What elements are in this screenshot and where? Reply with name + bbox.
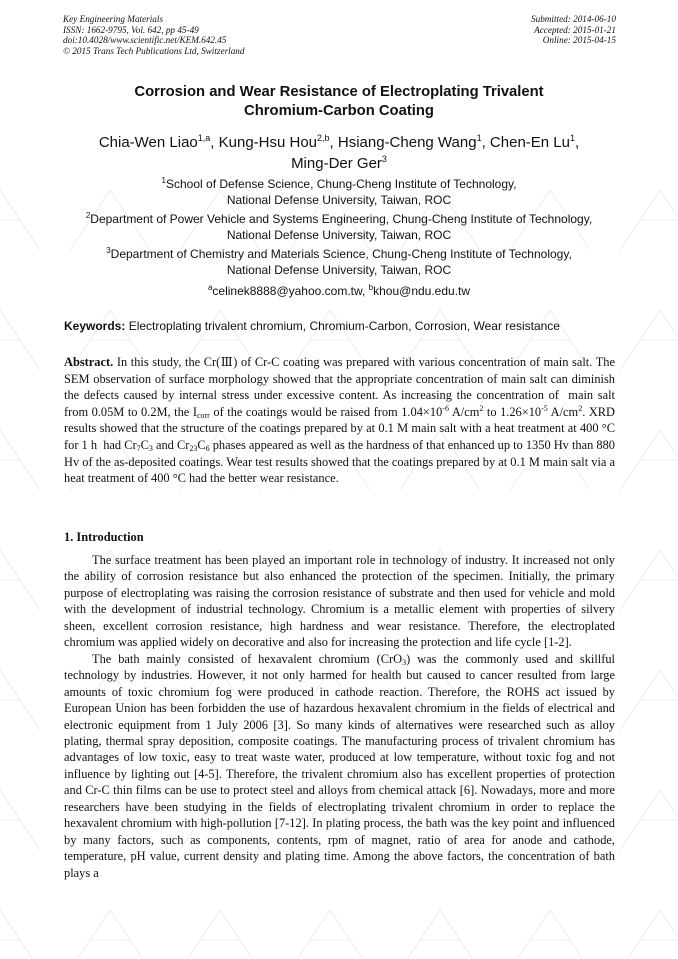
abstract-text: In this study, the Cr(Ⅲ) of Cr-C coating was prepared with various concentration of main salt. The SEM observation of surface morphology showed that the appropriate concentration of main salt can diminish the defects caused by internal stress under excessive content. As increasing the concentration of main salt from 0.05M to 0.2M, the $I_{corr}$ of the coatings would be raised from $1.04\times 10^{-6}$ $A/cm^2$ to $1.26\times 10^{-5}$ $A/cm^2$. XRD results showed that the structure of the coatings prepared by at 0.1 M main salt with a heat treatment at 400 °C for 1 h had $Cr_7C_3$ and $Cr_{23}C_6$ phases appeared as well as the hardness of that enhanced up to 1350 Hv than 880 Hv of the as-deposited coatings. Wear test results showed that the coatings prepared by at 0.1 M main salt via a heat treatment of 400 °C had the better wear resistance. <box>64 355 616 486</box>
author-name: Hsiang-Cheng Wang <box>337 134 477 151</box>
author-name: Kung-Hsu Hou <box>218 134 318 151</box>
submitted-date: Submitted: 2014-06-10 <box>531 14 616 24</box>
affiliation-line: Department of Power Vehicle and Systems Engineering, Chung-Cheng Institute of Technology, <box>90 212 593 226</box>
abstract-label: Abstract. <box>64 355 114 369</box>
journal-header-right <box>531 14 616 46</box>
affiliation-2 <box>60 212 618 243</box>
affiliation-sup: 3 <box>106 246 111 255</box>
section-heading-introduction: 1. Introduction <box>64 530 144 544</box>
keywords-line <box>64 319 616 334</box>
email-sup: a <box>207 283 213 292</box>
doi-line: doi:10.4028/www.scientific.net/KEM.642.45 <box>63 35 227 46</box>
affiliation-sup: 2 <box>85 211 91 220</box>
copyright-line: © 2015 Trans Tech Publications Ltd, Switzerland <box>63 45 245 56</box>
author-name: Chen-En Lu <box>489 134 570 151</box>
author-sup: 3 <box>381 154 387 164</box>
affiliation-line: National Defense University, Taiwan, ROC <box>226 192 452 207</box>
title-line-1: Corrosion and Wear Resistance of Electroplating Trivalent <box>134 84 544 100</box>
keywords-label: Keywords: <box>64 319 126 333</box>
author-sup: 1 <box>476 133 482 143</box>
affiliation-line: School of Defense Science, Chung-Cheng Institute of Technology, <box>166 177 517 191</box>
title-line-2: Chromium-Carbon Coating <box>244 103 434 119</box>
email-sup: b <box>368 283 374 292</box>
accepted-date: Accepted: 2015-01-21 <box>534 24 616 35</box>
affiliation-1 <box>60 177 618 208</box>
affiliation-3 <box>60 247 618 278</box>
issn-line: ISSN: 1662-9795, Vol. 642, pp 45-49 <box>63 24 199 35</box>
online-date: Online: 2015-04-15 <box>542 35 616 46</box>
journal-name: Key Engineering Materials <box>63 14 164 24</box>
author-name: Ming-Der Ger <box>291 155 382 172</box>
author-sup: 1,a <box>197 133 211 143</box>
email-link[interactable]: celinek8888@yahoo.com.tw <box>212 284 362 298</box>
paper-title <box>60 83 618 121</box>
affiliation-line: National Defense University, Taiwan, ROC <box>226 227 452 242</box>
author-name: Chia-Wen Liao <box>98 134 198 151</box>
introduction-body <box>64 552 615 881</box>
author-emails: $^a$celinek8888@yahoo.com.tw, $^b$khou@ndu.edu.tw <box>207 283 471 298</box>
affiliation-sup: 1 <box>161 176 166 185</box>
author-sup: 1 <box>569 133 575 143</box>
affiliation-line: National Defense University, Taiwan, ROC <box>226 262 452 277</box>
journal-header-left <box>63 14 244 56</box>
paragraph: The bath mainly consisted of hexavalent chromium (CrO$_3$) was the commonly used and skillful technology by industries. However, it not only harmed for health but caused to cancer resulted from large amounts of toxic chromium fog were produced in cathode reaction. Therefore, the ROHS act issued by European Union has been forbidden the use of hazardous hexavalent chromium in the fields of electrical and electronic equipment from 1 July 2006 [3]. So many kinds of alternatives were researched such as alloy plating, thermal spray deposition, composite coatings. The manufacturing process of trivalent chromium has advantages of low toxic, easy to treat waste water, produced at low temperature, without toxic fog and not influence by lighting out [4-5]. Therefore, the trivalent chromium also has excellent properties of protection and Cr-C thin films can be use to protect steel and alloys from chemical attack [6]. Nowadays, more and more researchers have been studying in the fields of electroplating trivalent chromium in order to replace the hexavalent chromium with high-pollution [7-12]. In plating process, the bath was the key point and influenced by many factors, such as components, contents, rpm of magnet, ratio of area for anode and cathode, temperature, pH value, current density and plating time. Among the above factors, the concentration of bath plays a <box>64 651 615 880</box>
author-list: Chia-Wen Liao$^{1,a}$, Kung-Hsu Hou$^{2,b}$, Hsiang-Cheng Wang$^1$, Chen-En Lu$^1$, Ming-Der Ger$^3$ <box>98 133 580 172</box>
abstract <box>64 354 615 487</box>
affiliation-line: Department of Chemistry and Materials Science, Chung-Cheng Institute of Technology, <box>110 247 572 261</box>
keywords-text: Electroplating trivalent chromium, Chromium-Carbon, Corrosion, Wear resistance <box>128 319 560 333</box>
author-sup: 2,b <box>317 133 330 143</box>
email-link[interactable]: khou@ndu.edu.tw <box>373 284 471 298</box>
paragraph: The surface treatment has been played an important role in technology of industry. It increased not only the ability of corrosion resistance but also enhanced the protection of the specimen. Initially, the primary purpose of electroplating was raising the corrosion resistance of substrate and then used for vehicle and mold with the development of industrial technology. Chromium is a metallic element with properties of silvery sheen, excellent corrosion resistance, high hardness and wear resistance. Therefore, the electroplated chromium was applied widely on decorative and also for increasing the protection and life cycle [1-2]. <box>64 553 615 650</box>
